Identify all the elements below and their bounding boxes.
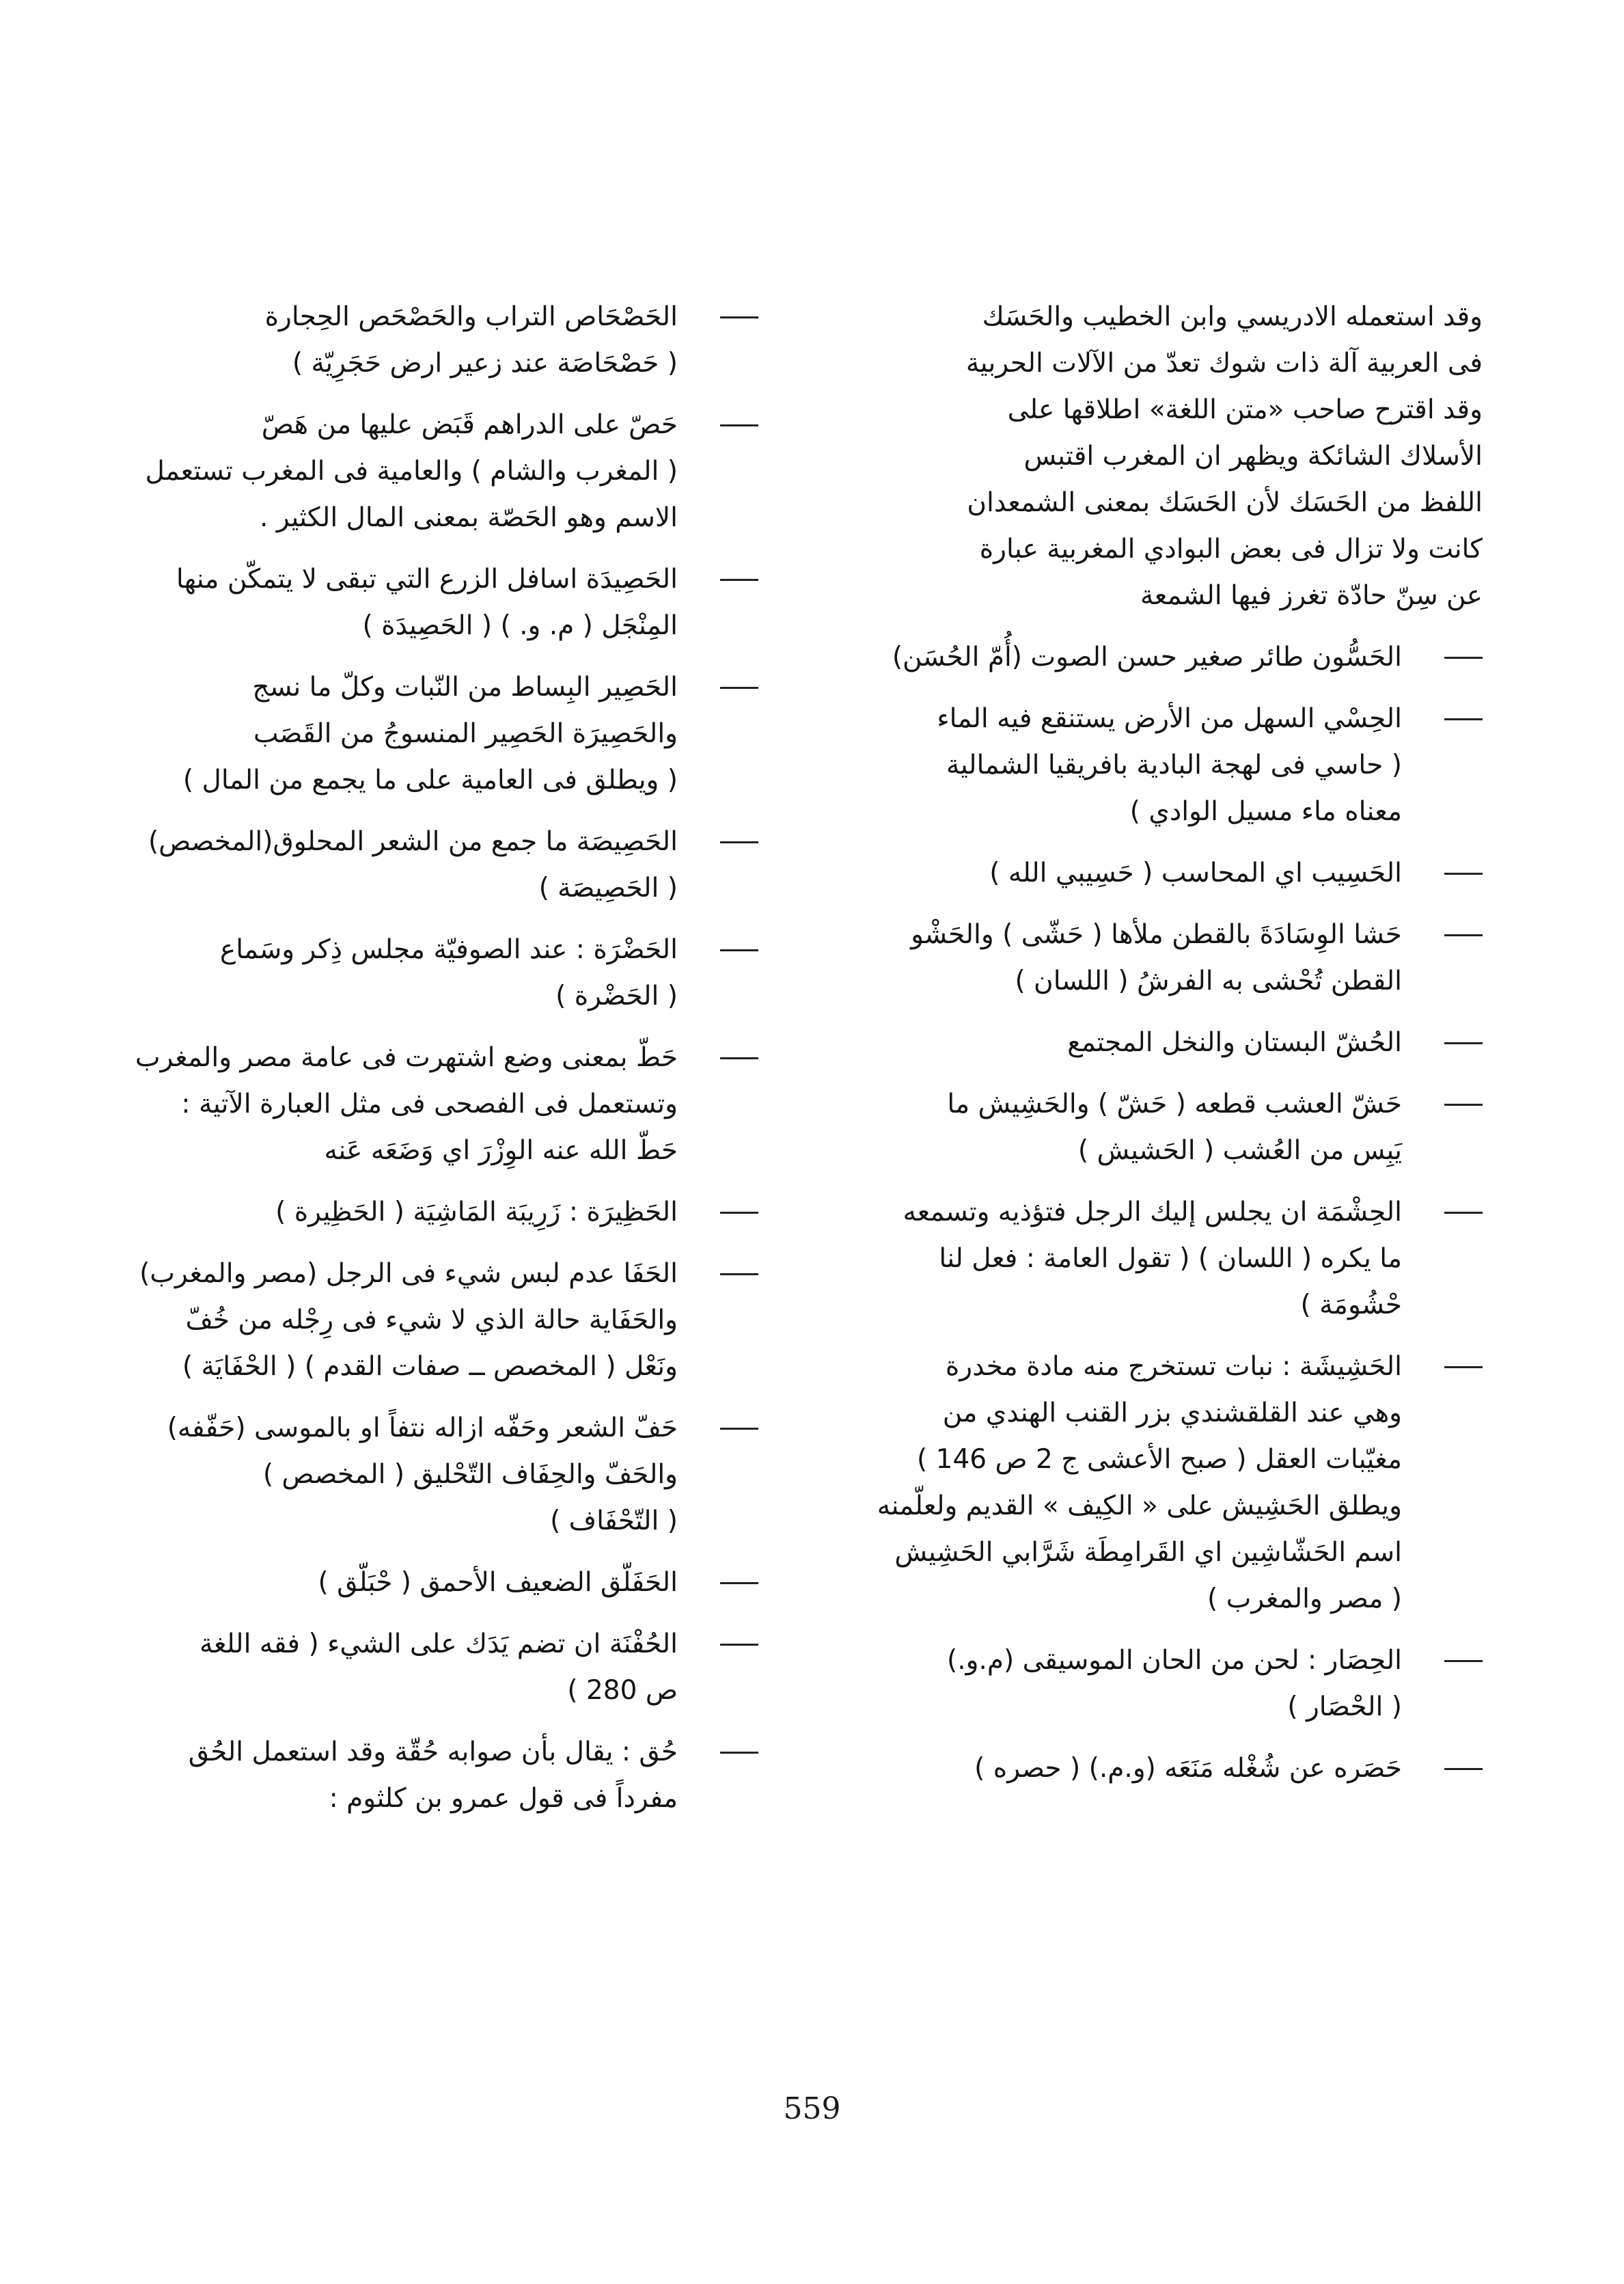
text-line: مفرداً فى قول عمرو بن كلثوم : <box>329 1783 678 1814</box>
text-line: ويطلق الحَشِيش على « الكِيف » القديم ولعلّمنه <box>877 1491 1402 1521</box>
entry-dash <box>1444 718 1483 720</box>
right-column <box>847 294 1483 1807</box>
text-line: الحِصَار : لحن من الحان الموسيقى (م.و.) <box>947 1645 1402 1676</box>
entry-dash <box>1444 1660 1483 1662</box>
text-line: والحَفّ والحِفَاف التّحْليق ( المخصص ) <box>262 1459 678 1490</box>
entry-dash <box>720 1752 758 1754</box>
entry-dash <box>720 1057 758 1059</box>
text-line: الحِسْي السهل من الأرض يستنقع فيه الماء <box>937 703 1402 734</box>
continued-paragraph <box>847 294 1483 619</box>
text-line: ما يكره ( اللسان ) ( تقول العامة : فعل لنا <box>939 1243 1402 1274</box>
text-line: مغيّبات العقل ( صبح الأعشى ج 2 ص 146 ) <box>917 1444 1402 1475</box>
text-line: ونَعْل ( المخصص ــ صفات القدم ) ( الحْفَايَة ) <box>182 1351 678 1382</box>
entry-dash <box>1444 873 1483 875</box>
dictionary-entry <box>145 402 758 541</box>
entry-dash <box>720 1212 758 1214</box>
text-line: الحُفْنَة ان تضم يَدَك على الشيء ( فقه اللغة <box>199 1629 678 1659</box>
entry-dash <box>720 1582 758 1584</box>
entry-dash <box>1444 1042 1483 1044</box>
dictionary-entry <box>847 1081 1483 1174</box>
text-line: وقد اقترح صاحب «متن اللغة» اطلاقها على <box>1007 394 1483 425</box>
text-line: الأسلاك الشائكة ويظهر ان المغرب اقتبس <box>1023 441 1483 472</box>
text-line: الاسم وهو الحَصّة بمعنى المال الكثير . <box>260 502 678 533</box>
text-line: الحَصِيصَة ما جمع من الشعر المحلوق(المخصص) <box>148 826 678 857</box>
text-line: الحَصِيدَة اسافل الزرع التي تبقى لا يتمكّن منها <box>176 564 678 595</box>
text-line: الحَفَا عدم لبس شيء فى الرجل (مصر والمغرب) <box>139 1258 678 1289</box>
text-line: الحَفَلّق الضعيف الأحمق ( حْبَلّق ) <box>318 1567 678 1598</box>
entry-dash <box>720 424 758 426</box>
text-line: الحَصِير البِساط من النّبات وكلّ ما نسج <box>252 672 678 703</box>
text-line: حَشا الوِسَادَةَ بالقطن ملأها ( حَشّى ) والحَشْو <box>911 919 1402 950</box>
text-line: وهي عند القلقشندي بزر القنب الهندي من <box>942 1398 1402 1428</box>
entry-dash <box>1444 1104 1483 1106</box>
entry-dash <box>720 579 758 581</box>
text-line: ص 280 ) <box>567 1675 678 1706</box>
dictionary-entry <box>157 1729 758 1822</box>
text-line: القطن تُحْشى به الفرشُ ( اللسان ) <box>1015 966 1402 996</box>
text-line: حَصّ على الدراهم قَبَض عليها من هَصّ <box>261 409 678 440</box>
text-line: الحُشّ البستان والنخل المجتمع <box>1067 1027 1402 1058</box>
dictionary-entry <box>847 1020 1483 1066</box>
entry-dash <box>720 316 758 318</box>
text-line: يَبِس من العُشب ( الحَشيش ) <box>1077 1135 1402 1166</box>
dictionary-entry <box>157 1405 758 1545</box>
text-line: حَطّ بمعنى وضع اشتهرت فى عامة مصر والمغرب <box>135 1042 678 1073</box>
text-line: ( ويطلق فى العامية على ما يجمع من المال ) <box>182 765 678 796</box>
dictionary-entry <box>148 819 758 912</box>
text-line: ( الحْصَار ) <box>1287 1691 1402 1722</box>
text-line: حَفّ الشعر وحَفّه ازاله نتفاً او بالموسى (حَفّفه) <box>167 1413 678 1443</box>
text-line: فى العربية آلة ذات شوك تعدّ من الآلات الحربية <box>965 348 1483 379</box>
entry-dash <box>1444 934 1483 936</box>
right-entries <box>847 634 1483 1792</box>
text-line: حَصَره عن شُغْله مَنَعَه (و.م.) ( حصره ) <box>974 1753 1402 1784</box>
text-line: ( الحَضْرة ) <box>555 981 678 1011</box>
entry-dash <box>720 1644 758 1646</box>
dictionary-entry <box>157 1189 758 1236</box>
text-line: كانت ولا تزال فى بعض البوادي المغربية عبارة <box>979 534 1483 565</box>
text-line: الحَشِيشَة : نبات تستخرج منه مادة مخدرة <box>945 1351 1402 1382</box>
text-line: حَشّ العشب قطعه ( حَشّ ) والحَشِيش ما <box>947 1089 1402 1119</box>
entry-dash <box>720 1273 758 1275</box>
left-column <box>135 294 758 1837</box>
page-number: 559 <box>783 2091 841 2126</box>
text-line: الحَسُّون طائر صغير حسن الصوت (أُمّ الحُسَن) <box>892 642 1402 672</box>
dictionary-entry <box>847 1637 1483 1730</box>
text-line: الحَصْحَاص التراب والحَصْحَص الحِجارة <box>264 301 678 332</box>
text-line: الحَظِيرَة : زَرِيبَة المَاشِيَة ( الحَظِيرة ) <box>275 1197 678 1227</box>
text-line: والحَصِيرَة الحَصِير المنسوجُ من القَصَب <box>253 718 678 749</box>
dictionary-entry <box>847 634 1483 681</box>
dictionary-entry <box>157 1621 758 1714</box>
dictionary-entry <box>135 1035 758 1174</box>
text-line: ( المغرب والشام ) والعامية فى المغرب تستعمل <box>145 456 678 487</box>
text-line: ( حَصْحَاصَة عند زعير ارض حَجَرِيّة ) <box>292 348 678 379</box>
text-line: حُق : يقال بأن صوابه حُقّة وقد استعمل الحُق <box>188 1737 678 1767</box>
text-line: ( مصر والمغرب ) <box>1207 1583 1402 1614</box>
entry-dash <box>1444 1366 1483 1368</box>
dictionary-entry <box>157 1560 758 1606</box>
dictionary-entry <box>847 912 1483 1005</box>
entry-dash <box>1444 657 1483 659</box>
text-line: اللفظ من الحَسَك لأن الحَسَك بمعنى الشمعدان <box>967 487 1483 518</box>
text-line: المِنْجَل ( م. و. ) ( الحَصِيدَة ) <box>362 610 678 641</box>
left-entries <box>135 294 758 1822</box>
text-line: الحَسِيب اي المحاسب ( حَسِيبي الله ) <box>989 858 1402 888</box>
entry-dash <box>720 841 758 843</box>
entry-dash <box>720 687 758 689</box>
entry-dash <box>1444 1768 1483 1770</box>
dictionary-entry <box>847 1745 1483 1792</box>
dictionary-entry <box>847 696 1483 835</box>
dictionary-entry <box>847 1189 1483 1329</box>
text-line: والحَفَاية حالة الذي لا شيء فى رِجْله من خُفّ <box>185 1305 678 1335</box>
dictionary-entry <box>157 294 758 387</box>
dictionary-entry <box>139 1251 758 1390</box>
entry-dash <box>1444 1212 1483 1214</box>
dictionary-entry <box>847 1344 1483 1622</box>
dictionary-entry <box>157 556 758 649</box>
entry-dash <box>720 949 758 951</box>
text-line: حَطّ الله عنه الوِزْرَ اي وَضَعَه عَنه <box>324 1135 678 1166</box>
text-line: عن سِنّ حادّة تغرز فيها الشمعة <box>1140 580 1483 611</box>
text-line: الحِشْمَة ان يجلس إليك الرجل فتؤذيه وتسمعه <box>903 1197 1402 1227</box>
text-line: حْشُومَة ) <box>1300 1290 1402 1320</box>
text-line: معناه ماء مسيل الوادي ) <box>1129 796 1402 827</box>
dictionary-entry <box>157 927 758 1020</box>
text-line: ( الحَصِيصَة ) <box>538 873 678 903</box>
text-line: ( حاسي فى لهجة البادية بافريقيا الشمالية <box>946 750 1402 780</box>
entry-dash <box>720 1428 758 1430</box>
dictionary-entry <box>157 664 758 804</box>
text-line: ( التّحْفَاف ) <box>550 1506 678 1536</box>
text-line: اسم الحَشّاشِين اي القَرامِطَة شَرَّابي الحَشِيش <box>894 1537 1402 1568</box>
text-line: وتستعمل فى الفصحى فى مثل العبارة الآتية : <box>181 1089 678 1119</box>
text-line: الحَضْرَة : عند الصوفيّة مجلس ذِكر وسَماع <box>219 934 678 965</box>
dictionary-entry <box>847 850 1483 897</box>
text-line: وقد استعمله الادريسي وابن الخطيب والحَسَك <box>982 301 1483 332</box>
